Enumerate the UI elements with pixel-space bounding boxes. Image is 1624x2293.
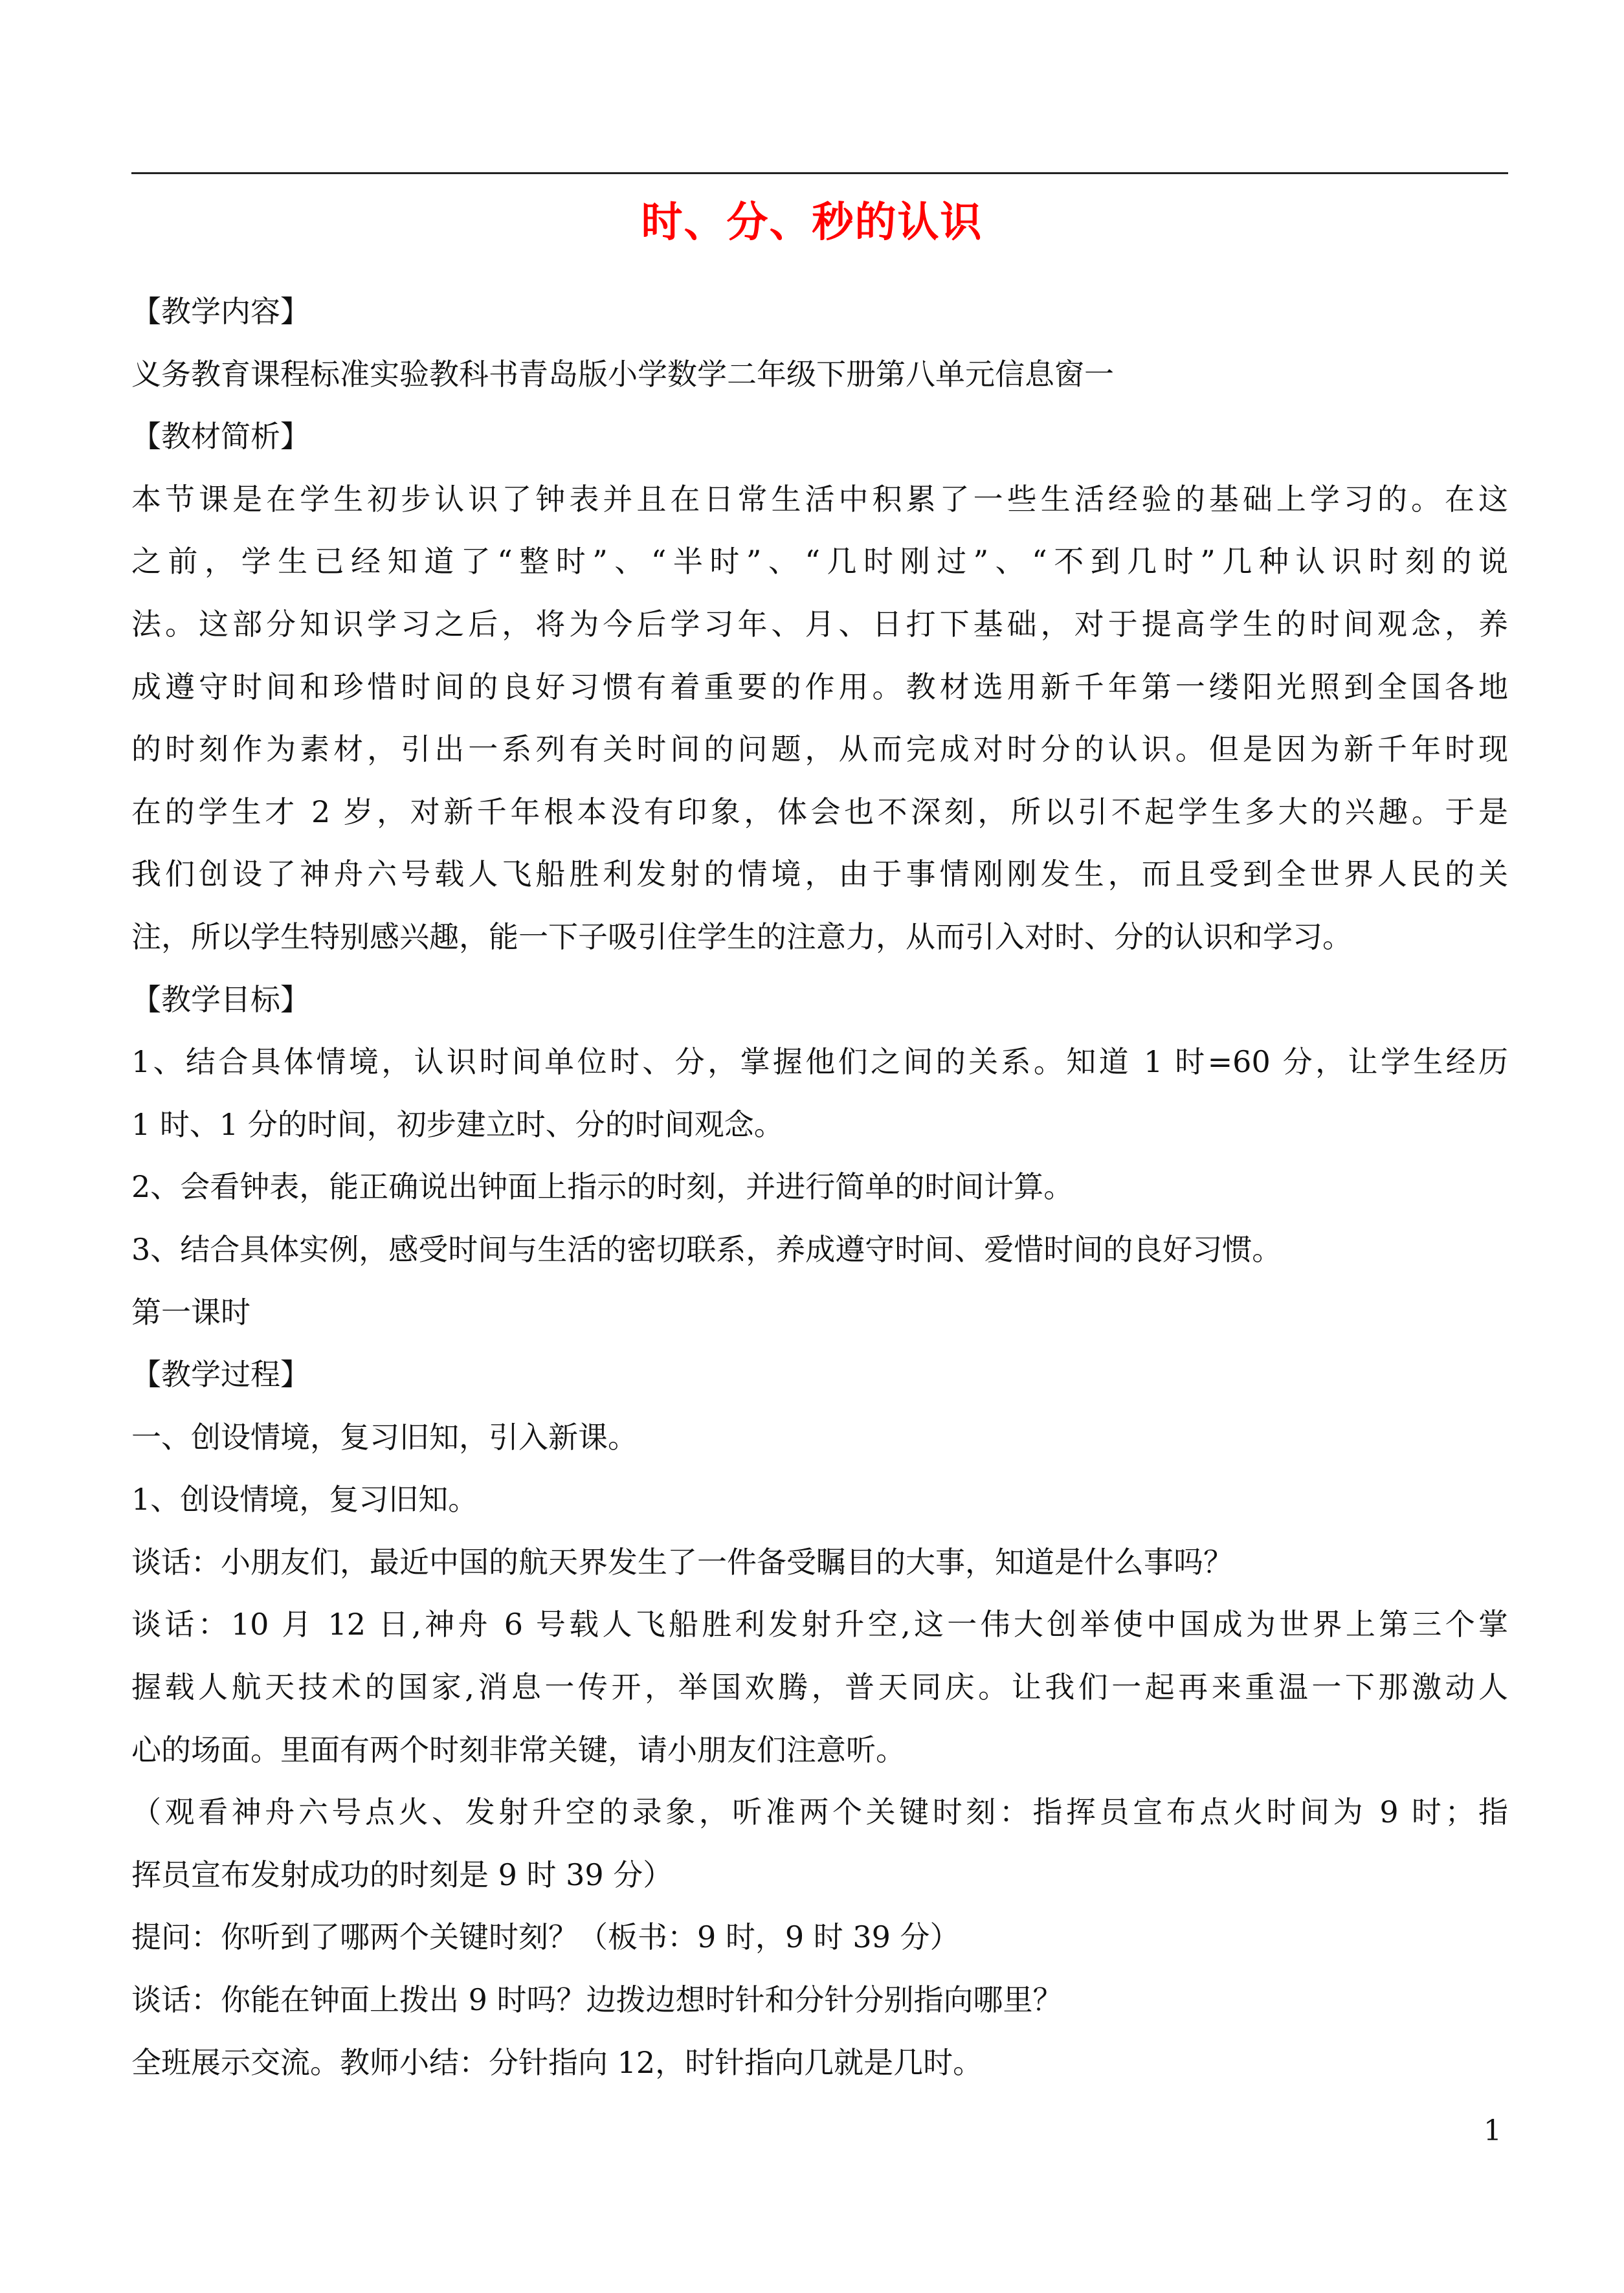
paragraph-line: 注，所以学生特别感兴趣，能一下子吸引住学生的注意力，从而引入对时、分的认识和学习。 [131,919,1352,954]
paragraph-line: 1、结合具体情境，认识时间单位时、分，掌握他们之间的关系。知道 1 时=60 分，让学生经历 [131,1044,1508,1080]
paragraph-line: 握载人航天技术的国家,消息一传开，举国欢腾，普天同庆。让我们一起再来重温一下那激动人 [131,1670,1508,1705]
page-number: 1 [1484,2114,1502,2147]
paragraph-line: 全班展示交流。教师小结：分针指向 12，时针指向几就是几时。 [131,2044,983,2080]
paragraph-line: 谈话：小朋友们，最近中国的航天界发生了一件备受瞩目的大事，知道是什么事吗？ [131,1544,1233,1580]
paragraph-line: 义务教育课程标准实验教科书青岛版小学数学二年级下册第八单元信息窗一 [131,356,1114,392]
paragraph-line: 谈话：10 月 12 日,神舟 6 号载人飞船胜利发射升空,这一伟大创举使中国成为世界上第三个掌 [131,1607,1508,1642]
paragraph-line: 的时刻作为素材，引出一系列有关时间的问题，从而完成对时分的认识。但是因为新千年时现 [131,732,1508,767]
paragraph-line: 挥员宣布发射成功的时刻是 9 时 39 分） [131,1857,673,1892]
paragraph-line: 法。这部分知识学习之后，将为今后学习年、月、日打下基础，对于提高学生的时间观念，养 [131,606,1508,642]
paragraph-line: 成遵守时间和珍惜时间的良好习惯有着重要的作用。教材选用新千年第一缕阳光照到全国各地 [131,669,1508,704]
paragraph-line: 1 时、1 分的时间，初步建立时、分的时间观念。 [131,1106,784,1142]
paragraph-line: 心的场面。里面有两个时刻非常关键，请小朋友们注意听。 [131,1732,906,1767]
section-heading: 【教材简析】 [131,419,310,454]
paragraph-line: 3、结合具体实例，感受时间与生活的密切联系，养成遵守时间、爱惜时间的良好习惯。 [131,1231,1282,1267]
section-heading: 【教学内容】 [131,294,310,329]
header-rule [131,172,1508,174]
lesson-heading: 第一课时 [131,1294,250,1330]
section-heading: 【教学目标】 [131,981,310,1017]
document-body [131,280,1508,2094]
paragraph-line: 我们创设了神舟六号载人飞船胜利发射的情境，由于事情刚刚发生，而且受到全世界人民的关 [131,856,1508,892]
paragraph-line: 在的学生才 2 岁，对新千年根本没有印象，体会也不深刻，所以引不起学生多大的兴趣。于是 [131,794,1508,829]
paragraph-line: 一、创设情境，复习旧知，引入新课。 [131,1419,638,1455]
paragraph-line: 之前，学生已经知道了“整时”、“半时”、“几时刚过”、“不到几时”几种认识时刻的说 [131,544,1508,579]
paragraph-line: （观看神舟六号点火、发射升空的录象，听准两个关键时刻：指挥员宣布点火时间为 9 时；指 [131,1795,1508,1830]
paragraph-line: 1、创设情境，复习旧知。 [131,1482,478,1517]
section-heading: 【教学过程】 [131,1357,310,1393]
paragraph-line: 本节课是在学生初步认识了钟表并且在日常生活中积累了一些生活经验的基础上学习的。在这 [131,481,1508,517]
document-title: 时、分、秒的认识 [641,198,983,247]
paragraph-line: 2、会看钟表，能正确说出钟面上指示的时刻，并进行简单的时间计算。 [131,1169,1074,1205]
paragraph-line: 谈话：你能在钟面上拨出 9 时吗？边拨边想时针和分针分别指向哪里？ [131,1982,1063,2018]
paragraph-line: 提问：你听到了哪两个关键时刻？（板书：9 时，9 时 39 分） [131,1919,960,1955]
